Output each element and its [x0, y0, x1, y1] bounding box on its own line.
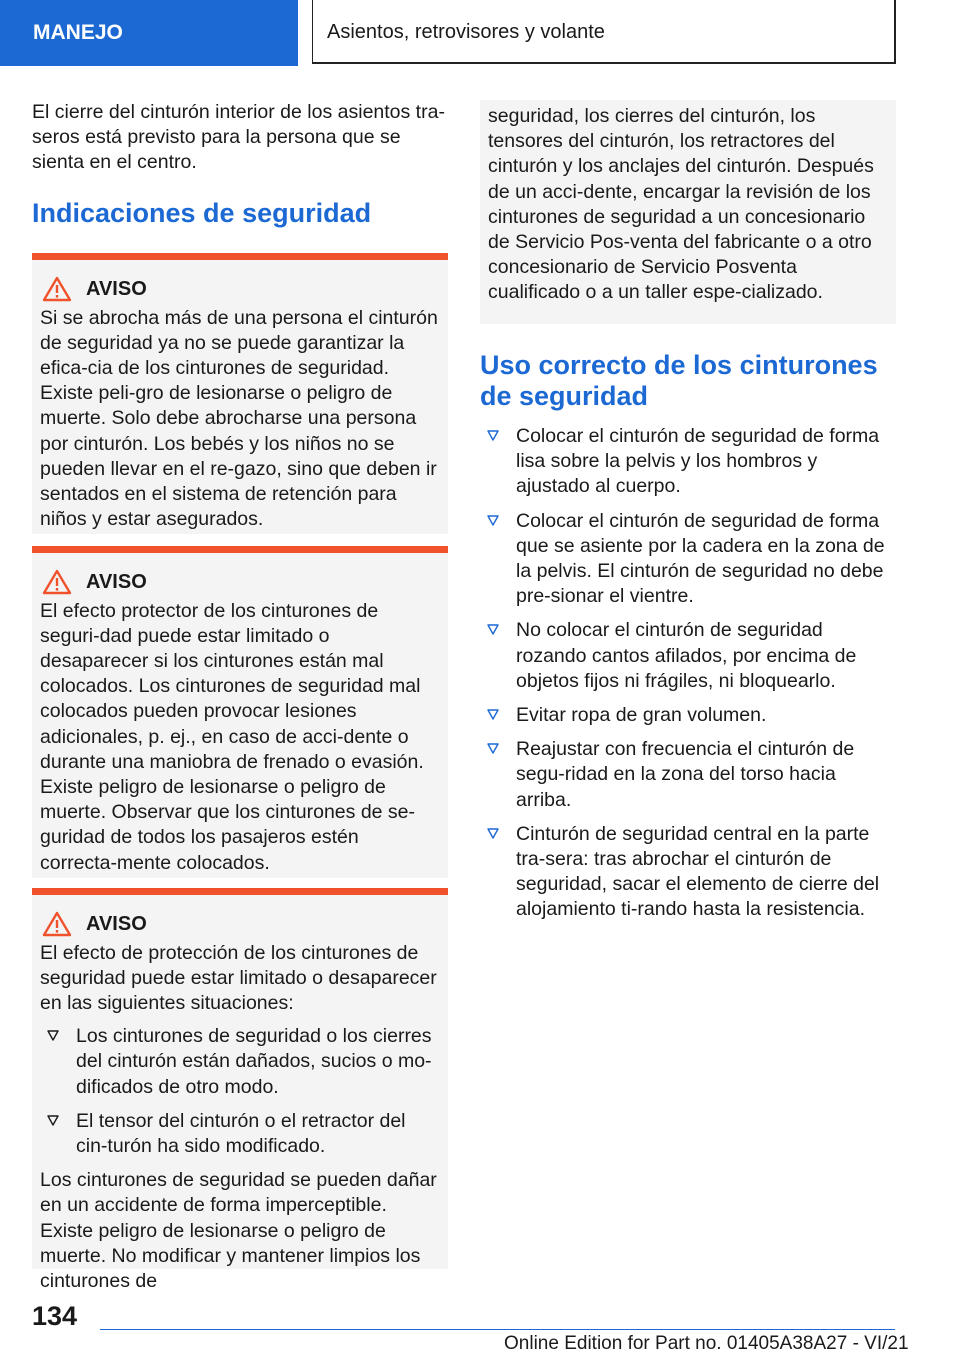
triangle-bullet-icon — [486, 428, 500, 442]
triangle-bullet-icon — [46, 1028, 60, 1042]
warning-triangle-icon — [42, 276, 72, 302]
footer-divider — [100, 1329, 895, 1330]
warning-text: El efecto de protección de los cinturones de seguridad puede estar limitado o desaparecer en las siguientes situaciones: — [40, 941, 437, 1015]
right-column — [480, 100, 896, 932]
warning-text: El efecto protector de los cinturones de seguri-dad puede estar limitado o desaparecer si los cinturones están mal colocados. Los cinturones de seguridad mal colocados pueden provocar lesiones adicionales, p. ej., en caso de acci-dente o durante una maniobra de frenado o evasión. Existe peligro de lesionarse o peligro de muerte. Observar que los cinturones de se-guridad de todos los pasajeros estén correcta-mente colocados. — [40, 599, 424, 874]
warning-box — [32, 888, 448, 1293]
triangle-bullet-icon — [486, 826, 500, 840]
list-item — [480, 822, 896, 923]
warning-continuation-box — [480, 100, 896, 324]
chapter-title: Asientos, retrovisores y volante — [312, 0, 896, 64]
warning-title: AVISO — [86, 570, 147, 593]
warning-list — [40, 1024, 440, 1159]
list-item — [480, 737, 896, 813]
warning-box — [32, 546, 448, 878]
list-item-text: Los cinturones de seguridad o los cierres del cinturón están dañados, sucios o mo-dificados de otro modo. — [76, 1025, 432, 1098]
triangle-bullet-icon — [486, 741, 500, 755]
list-item — [480, 509, 896, 610]
list-item — [480, 618, 896, 694]
warning-triangle-icon — [42, 569, 72, 595]
section-heading: Uso correcto de los cinturones de seguridad — [480, 350, 878, 411]
section-heading: Indicaciones de seguridad — [32, 197, 372, 228]
page-number: 134 — [32, 1301, 78, 1331]
warning-box — [32, 253, 448, 534]
warning-title: AVISO — [86, 277, 147, 300]
triangle-bullet-icon — [486, 707, 500, 721]
list-item — [480, 424, 896, 500]
warning-header — [40, 569, 440, 595]
triangle-bullet-icon — [486, 622, 500, 636]
list-item-text: El tensor del cinturón o el retractor del cin-turón ha sido modificado. — [76, 1109, 406, 1158]
warning-triangle-icon — [42, 911, 72, 937]
triangle-bullet-icon — [46, 1113, 60, 1127]
warning-text: Los cinturones de seguridad se pueden dañar en un accidente de forma imperceptible. Existe peligro de lesionarse o peligro de muerte. No modificar y mantener limpios los cinturones de — [40, 1169, 437, 1293]
list-item-text: Colocar el cinturón de seguridad de forma que se asiente por la cadera en la zona de la pelvis. El cinturón de seguridad no debe pre-sionar el vientre. — [516, 509, 885, 608]
list-item-text: Cinturón de seguridad central en la parte tra-sera: tras abrochar el cinturón de seguridad, sacar el elemento de cierre del alojamiento ti-rando hasta la resistencia. — [516, 822, 880, 921]
list-item-text: Evitar ropa de gran volumen. — [516, 704, 767, 727]
instruction-list — [480, 424, 896, 923]
edition-footer: Online Edition for Part no. 01405A38A27 - VI/21 — [504, 1333, 909, 1354]
warning-title: AVISO — [86, 912, 147, 935]
warning-continuation-text: seguridad, los cierres del cinturón, los tensores del cinturón, los retractores del cinturón y los anclajes del cinturón. Después de un acci-dente, encargar la revisión de los cinturones de seguridad a un concesionario de Servicio Pos-venta del fabricante o a otro concesionario de Servicio Posventa cualificado o a un taller espe-cializado. — [488, 105, 874, 304]
list-item — [40, 1109, 440, 1159]
warning-header — [40, 911, 440, 937]
list-item — [480, 703, 896, 728]
list-item — [40, 1024, 440, 1100]
triangle-bullet-icon — [486, 513, 500, 527]
list-item-text: No colocar el cinturón de seguridad rozando cantos afilados, por encima de objetos fijos ni frágiles, ni bloquearlo. — [516, 619, 857, 692]
list-item-text: Reajustar con frecuencia el cinturón de segu-ridad en la zona del torso hacia arriba. — [516, 738, 855, 811]
warning-header — [40, 276, 440, 302]
page-header — [0, 0, 960, 66]
list-item-text: Colocar el cinturón de seguridad de forma lisa sobre la pelvis y los hombros y ajustado al cuerpo. — [516, 425, 880, 498]
intro-paragraph: El cierre del cinturón interior de los asientos tra-seros está previsto para la persona que se sienta en el centro. — [32, 101, 445, 174]
left-column — [32, 100, 448, 1293]
section-tab: MANEJO — [0, 0, 298, 66]
warning-text: Si se abrocha más de una persona el cinturón de seguridad ya no se puede garantizar la efica-cia de los cinturones de seguridad. Existe peli-gro de lesionarse o peligro de muerte. Solo debe abrocharse una persona por cinturón. Los bebés y los niños no se pueden llevar en el re-gazo, sino que deben ir sentados en el sistema de retención para niños y estar asegurados. — [40, 306, 438, 531]
